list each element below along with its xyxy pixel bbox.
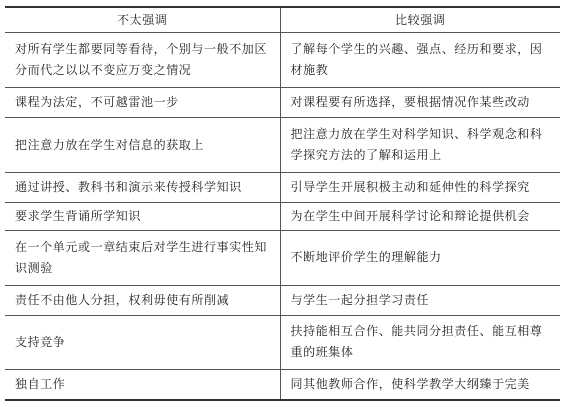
cell-more-emphasis: 与学生一起分担学习责任 [280,286,560,316]
table-row [5,202,560,230]
table-header-row [5,7,560,33]
cell-more-emphasis: 不断地评价学生的理解能力 [280,230,560,286]
cell-less-emphasis: 把注意力放在学生对信息的获取上 [5,118,280,173]
header-less-emphasis: 不太强调 [5,7,280,33]
table-row [5,87,560,118]
cell-less-emphasis: 责任不由他人分担，权利毋使有所削减 [5,286,280,316]
table-row [5,369,560,400]
table-row [5,118,560,173]
cell-less-emphasis: 对所有学生都要同等看待，个别与一般不加区分而代之以以不变应万变之情况 [5,33,280,88]
table-row [5,230,560,286]
cell-more-emphasis: 引导学生开展积极主动和延伸性的科学探究 [280,172,560,202]
table-row [5,316,560,370]
table-row [5,172,560,202]
comparison-table [5,6,560,401]
cell-more-emphasis: 同其他教师合作，使科学教学大纲臻于完美 [280,369,560,400]
table-row [5,286,560,316]
cell-less-emphasis: 课程为法定，不可越雷池一步 [5,87,280,118]
header-more-emphasis: 比较强调 [280,7,560,33]
cell-less-emphasis: 要求学生背诵所学知识 [5,202,280,230]
comparison-table-container [5,6,560,401]
cell-less-emphasis: 独自工作 [5,369,280,400]
table-row [5,33,560,88]
cell-more-emphasis: 把注意力放在学生对科学知识、科学观念和科学探究方法的了解和运用上 [280,118,560,173]
cell-more-emphasis: 了解每个学生的兴趣、强点、经历和要求，因材施教 [280,33,560,88]
cell-less-emphasis: 在一个单元或一章结束后对学生进行事实性知识测验 [5,230,280,286]
cell-less-emphasis: 支持竞争 [5,316,280,370]
cell-more-emphasis: 扶持能相互合作、能共同分担责任、能互相尊重的班集体 [280,316,560,370]
cell-more-emphasis: 为在学生中间开展科学讨论和辩论提供机会 [280,202,560,230]
cell-less-emphasis: 通过讲授、教科书和演示来传授科学知识 [5,172,280,202]
cell-more-emphasis: 对课程要有所选择，要根据情况作某些改动 [280,87,560,118]
